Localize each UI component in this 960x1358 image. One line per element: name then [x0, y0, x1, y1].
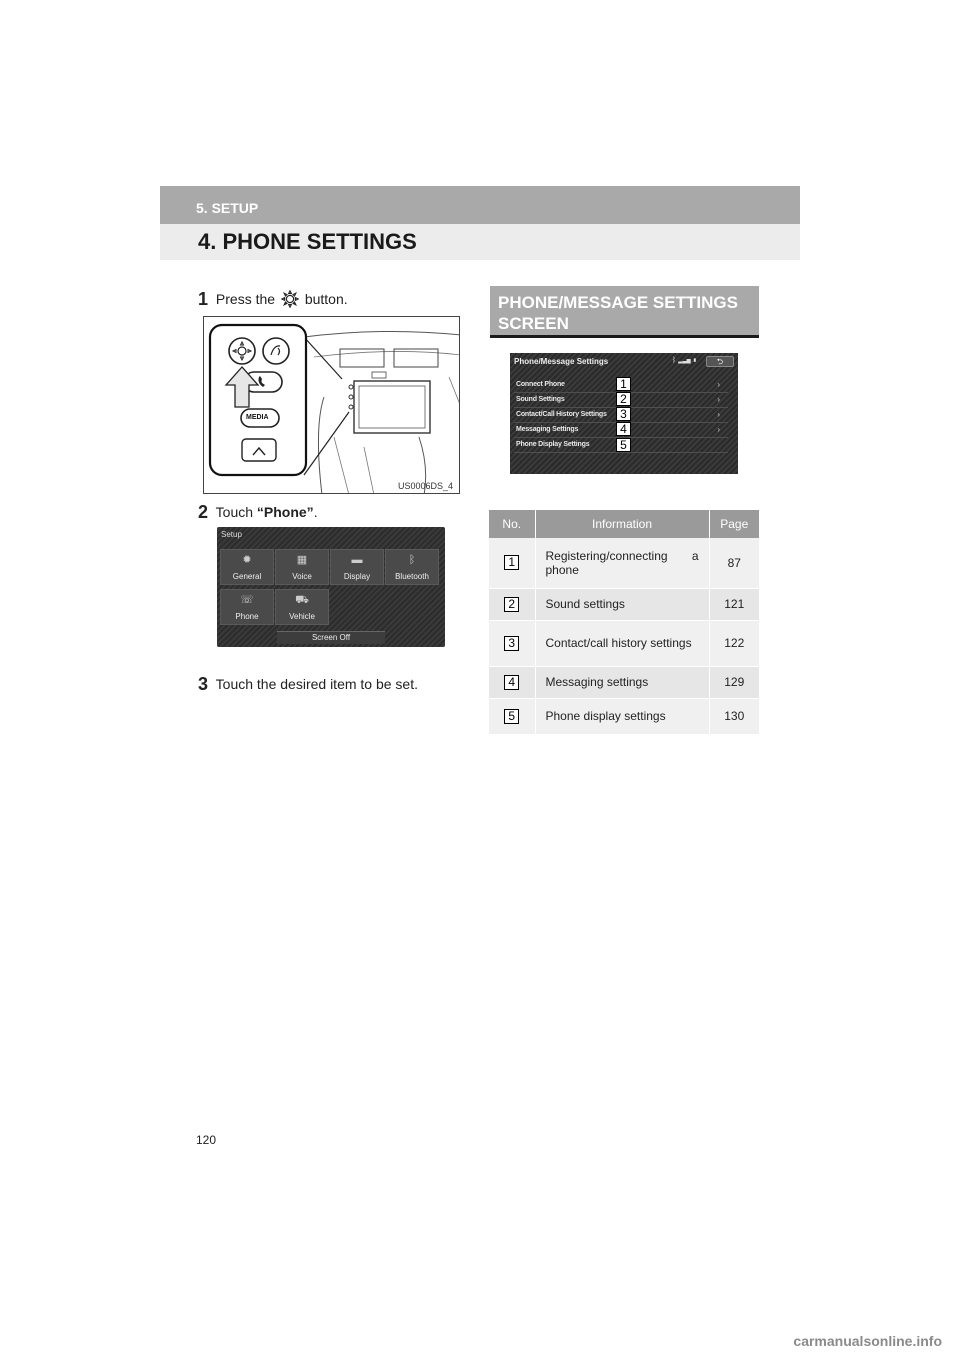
- media-button-label: MEDIA: [246, 414, 269, 421]
- step-2: [198, 502, 318, 523]
- step-1: [198, 289, 348, 310]
- tile-label: Voice: [292, 572, 312, 581]
- chevron-right-icon: ›: [717, 380, 720, 389]
- tile-phone[interactable]: [220, 589, 274, 625]
- callout-1: 1: [616, 377, 631, 391]
- pm-row-label: Connect Phone: [516, 381, 565, 388]
- col-header-page: Page: [709, 510, 759, 538]
- tile-voice[interactable]: [275, 549, 329, 585]
- page-number: 120: [196, 1133, 217, 1147]
- settings-gear-icon: [281, 290, 299, 308]
- step-text-pre: Press the: [215, 291, 276, 307]
- callout-2: 2: [616, 392, 631, 406]
- display-icon: ▬: [351, 554, 363, 566]
- pm-row-label: Messaging Settings: [516, 426, 579, 433]
- cell-page: 130: [709, 698, 759, 734]
- back-arrow-icon[interactable]: ⮌: [706, 356, 734, 367]
- step-3: [198, 674, 418, 695]
- chevron-right-icon: ›: [717, 395, 720, 404]
- page-title: 4. PHONE SETTINGS: [198, 229, 417, 254]
- col-header-no: No.: [489, 510, 535, 538]
- cell-info: Messaging settings: [535, 666, 709, 698]
- tile-display[interactable]: [330, 549, 384, 585]
- tile-label: Bluetooth: [395, 572, 429, 581]
- pm-row-label: Contact/Call History Settings: [516, 411, 607, 418]
- step-number: 3: [198, 674, 209, 694]
- cell-page: 122: [709, 620, 759, 666]
- cell-page: 121: [709, 588, 759, 620]
- cell-no: [489, 538, 535, 588]
- bluetooth-icon: ᛒ: [408, 554, 416, 566]
- step-text-bold: “Phone”: [256, 504, 314, 520]
- callout-4: 4: [616, 422, 631, 436]
- cell-page: 87: [709, 538, 759, 588]
- number-box: 1: [504, 555, 519, 570]
- step-number: 2: [198, 502, 209, 522]
- tile-general[interactable]: [220, 549, 274, 585]
- tile-label: Phone: [235, 612, 259, 621]
- vehicle-icon: ⛟: [295, 594, 309, 606]
- setup-screen-title: Setup: [221, 530, 242, 539]
- tile-label: General: [232, 572, 262, 581]
- tile-label: Display: [343, 572, 371, 581]
- pm-row-label: Phone Display Settings: [516, 441, 590, 448]
- setup-screen: [217, 527, 445, 647]
- tile-vehicle[interactable]: [275, 589, 329, 625]
- watermark: carmanualsonline.info: [793, 1333, 942, 1349]
- cell-info: Sound settings: [535, 588, 709, 620]
- cell-info: Contact/call history settings: [535, 620, 709, 666]
- status-icons: ᛒ ▂▃▅ ▮: [672, 357, 697, 364]
- number-box: 2: [504, 597, 519, 612]
- table-row: [489, 588, 759, 620]
- cell-no: [489, 588, 535, 620]
- cell-page: 129: [709, 666, 759, 698]
- chevron-right-icon: ›: [717, 410, 720, 419]
- illustration-code: US0006DS_4: [397, 481, 453, 491]
- section-heading: PHONE/MESSAGE SETTINGS SCREEN: [498, 293, 738, 333]
- dashboard-drawing: [204, 317, 460, 494]
- number-box: 3: [504, 636, 519, 651]
- callout-3: 3: [616, 407, 631, 421]
- chevron-right-icon: ›: [717, 425, 720, 434]
- table-row: [489, 698, 759, 734]
- tile-bluetooth[interactable]: [385, 549, 439, 585]
- tile-label: Vehicle: [289, 612, 315, 621]
- step-number: 1: [198, 289, 209, 309]
- step-text-post: button.: [304, 291, 348, 307]
- table-row: [489, 620, 759, 666]
- cell-no: [489, 620, 535, 666]
- number-box: 4: [504, 675, 519, 690]
- screen-off-button[interactable]: Screen Off: [277, 631, 385, 644]
- number-box: 5: [504, 709, 519, 724]
- pm-row-label: Sound Settings: [516, 396, 565, 403]
- step-text-pre: Touch: [215, 504, 257, 520]
- info-table: [489, 510, 759, 735]
- phone-message-settings-screen: [510, 353, 738, 474]
- col-header-information: Information: [535, 510, 709, 538]
- callout-5: 5: [616, 438, 631, 452]
- table-header-row: [489, 510, 759, 538]
- cell-info: Registering/connecting a phone: [535, 538, 709, 588]
- cell-info: Phone display settings: [535, 698, 709, 734]
- pm-screen-title: Phone/Message Settings: [514, 357, 609, 366]
- cell-no: [489, 666, 535, 698]
- general-gear-icon: ✹: [242, 554, 252, 566]
- dashboard-illustration: [203, 316, 460, 494]
- section-label: 5. SETUP: [196, 200, 259, 216]
- step-text: Touch the desired item to be set.: [215, 676, 418, 692]
- table-row: [489, 666, 759, 698]
- step-text-post: .: [313, 504, 318, 520]
- phone-icon: ☏: [240, 594, 254, 606]
- cell-no: [489, 698, 535, 734]
- voice-icon: ▦: [296, 554, 308, 566]
- table-row: [489, 538, 759, 588]
